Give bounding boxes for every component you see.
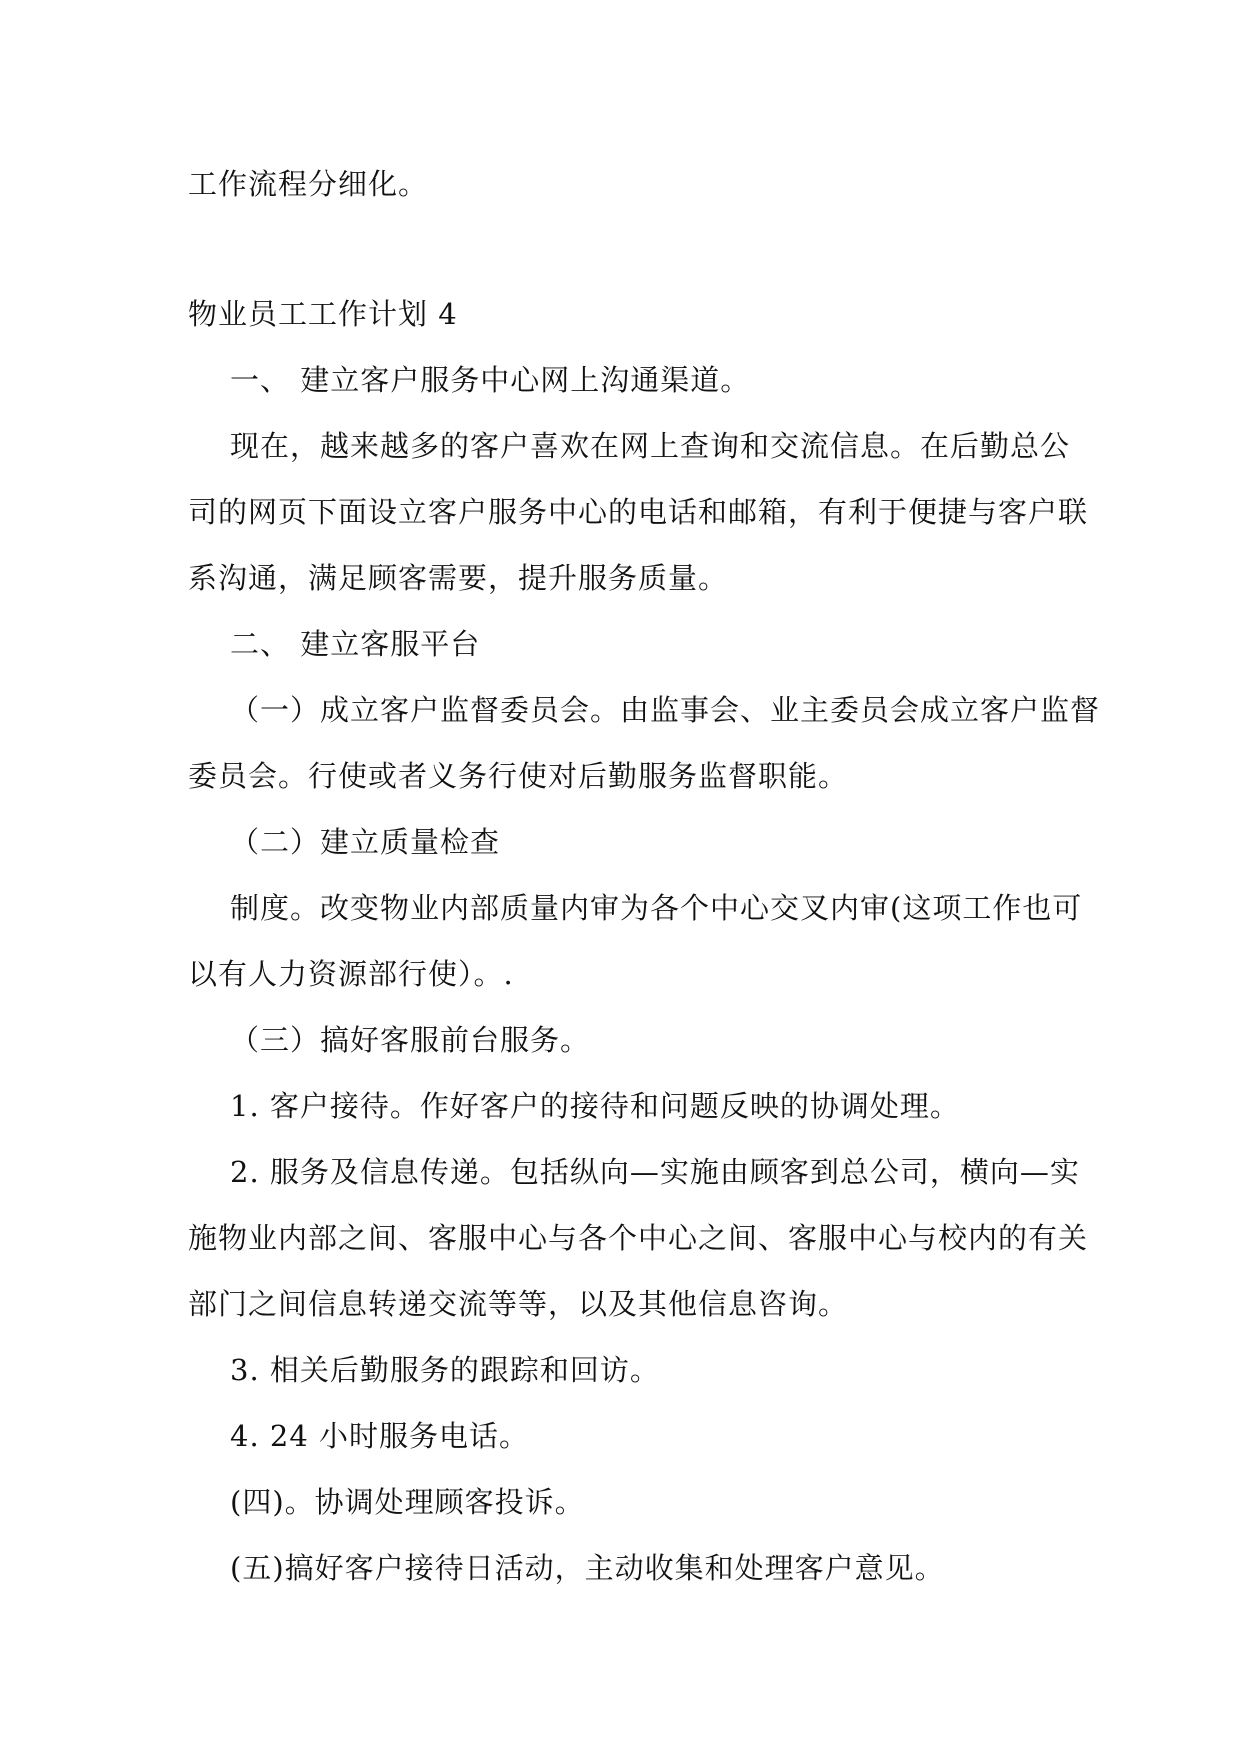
- paragraph-line: (五)搞好客户接待日活动，主动收集和处理客户意见。: [230, 1551, 945, 1585]
- list-item: 2. 服务及信息传递。包括纵向—实施由顾客到总公司，横向—实: [230, 1155, 1080, 1189]
- paragraph-line: （一）成立客户监督委员会。由监事会、业主委员会成立客户监督: [230, 693, 1101, 727]
- list-item: 1. 客户接待。作好客户的接待和问题反映的协调处理。: [230, 1089, 960, 1123]
- paragraph-line: (四)。协调处理顾客投诉。: [230, 1485, 585, 1519]
- paragraph-line: 部门之间信息转递交流等等，以及其他信息咨询。: [188, 1287, 849, 1321]
- list-item: 3. 相关后勤服务的跟踪和回访。: [230, 1353, 660, 1387]
- paragraph-line: 现在，越来越多的客户喜欢在网上查询和交流信息。在后勤总公: [230, 429, 1071, 463]
- paragraph-line: 制度。改变物业内部质量内审为各个中心交叉内审(这项工作也可: [230, 891, 1083, 925]
- paragraph-line: （三）搞好客服前台服务。: [230, 1023, 591, 1057]
- paragraph-line: 司的网页下面设立客户服务中心的电话和邮箱，有利于便捷与客户联: [188, 495, 1089, 529]
- section-title: 物业员工工作计划 4: [188, 297, 458, 331]
- heading-two: 二、 建立客服平台: [230, 627, 481, 661]
- paragraph-line: 以有人力资源部行使）。.: [188, 957, 514, 991]
- heading-one: 一、 建立客户服务中心网上沟通渠道。: [230, 363, 751, 397]
- paragraph-line: （二）建立质量检查: [230, 825, 501, 859]
- paragraph-line: 系沟通，满足顾客需要，提升服务质量。: [188, 561, 729, 595]
- paragraph-line: 施物业内部之间、客服中心与各个中心之间、客服中心与校内的有关: [188, 1221, 1089, 1255]
- paragraph-line: 工作流程分细化。: [188, 167, 429, 201]
- paragraph-line: 委员会。行使或者义务行使对后勤服务监督职能。: [188, 759, 849, 793]
- list-item: 4. 24 小时服务电话。: [230, 1419, 530, 1453]
